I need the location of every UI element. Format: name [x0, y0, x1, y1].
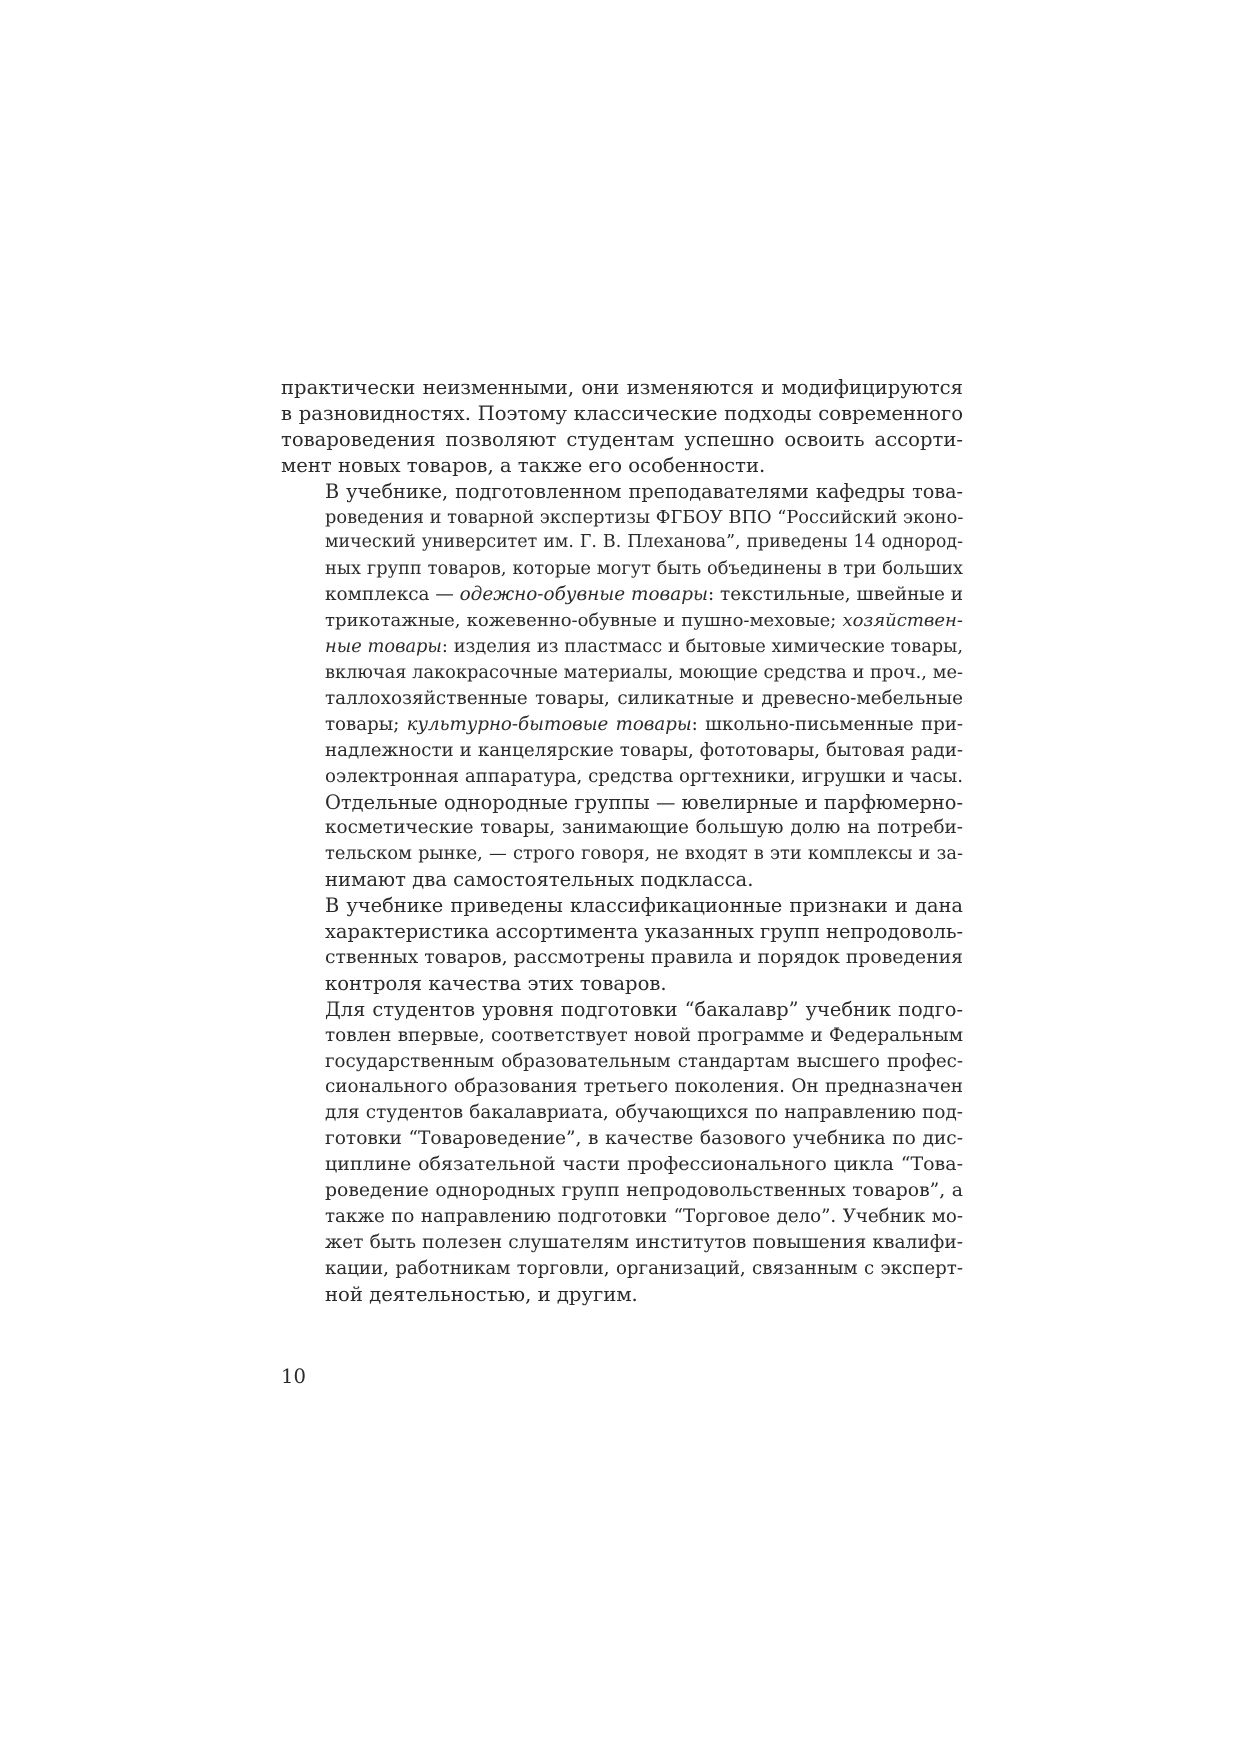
text-run: товароведения позволяют студентам успешно освоить ассорти-: [281, 427, 963, 451]
italic-term: хозяйствен-: [842, 610, 963, 632]
text-run: мический университет им. Г. В. Плеханова”, приведены 14 однород-: [325, 532, 963, 553]
text-line: [281, 945, 963, 971]
text-run: нимают два самостоятельных подкласса.: [325, 868, 754, 892]
text-line: [281, 453, 963, 479]
text-run: характеристика ассортимента указанных групп непродоволь-: [325, 920, 963, 944]
paragraph: [281, 893, 963, 997]
paragraph: [281, 375, 963, 479]
text-run: циплине обязательной части профессионального цикла “Това-: [325, 1153, 963, 1176]
text-run: мент новых товаров, а также его особенности.: [281, 453, 766, 477]
text-line: [281, 427, 963, 453]
text-line: [281, 893, 963, 919]
text-line: [281, 1023, 963, 1049]
text-run: для студентов бакалавриата, обучающихся по направлению под-: [325, 1102, 963, 1124]
text-run: включая лакокрасочные материалы, моющие средства и проч., ме-: [325, 661, 963, 683]
text-run: ной деятельностью, и другим.: [325, 1282, 638, 1306]
text-run: надлежности и канцелярские товары, фототовары, бытовая ради-: [325, 739, 963, 761]
text-run: в разновидностях. Поэтому классические подходы современного: [281, 401, 963, 425]
text-run: трикотажные, кожевенно-обувные и пушно-меховые;: [325, 610, 843, 632]
text-line: [281, 919, 963, 945]
text-line: [281, 1100, 963, 1126]
text-run: государственным образовательным стандартам высшего профес-: [325, 1050, 963, 1072]
text-line: [281, 505, 963, 531]
text-line: [281, 971, 963, 997]
italic-term: культурно-бытовые товары: [406, 713, 692, 735]
text-run: Отдельные однородные группы — ювелирные и парфюмерно-: [325, 790, 963, 814]
text-line: [281, 1282, 963, 1308]
text-run: В учебнике, подготовленном преподавателями кафедры това-: [325, 479, 963, 503]
text-run: роведение однородных групп непродовольственных товаров”, а: [325, 1180, 963, 1202]
text-line: [281, 556, 963, 582]
body-text: [281, 375, 963, 1308]
text-run: : текстильные, швейные и: [707, 584, 963, 606]
text-run: практически неизменными, они изменяются и модифицируются: [281, 376, 963, 399]
text-line: [281, 530, 963, 556]
text-line: [281, 582, 963, 608]
text-run: оэлектронная аппаратура, средства оргтехники, игрушки и часы.: [325, 765, 963, 787]
text-run: товары;: [325, 713, 407, 735]
text-run: косметические товары, занимающие большую долю на потреби-: [325, 817, 963, 839]
text-run: жет быть полезен слушателям институтов повышения квалифи-: [325, 1231, 963, 1253]
text-run: сионального образования третьего поколения. Он предназначен: [325, 1076, 963, 1098]
text-run: ных групп товаров, которые могут быть объединены в три больших: [325, 558, 963, 580]
text-line: [281, 375, 963, 401]
page-number: 10: [281, 1365, 306, 1388]
italic-term: ные товары: [325, 636, 442, 658]
text-run: : школьно-письменные при-: [691, 713, 963, 735]
text-line: [281, 401, 963, 427]
text-line: [281, 764, 963, 790]
text-run: роведения и товарной экспертизы ФГБОУ ВПО “Российский эконо-: [325, 506, 963, 528]
text-run: таллохозяйственные товары, силикатные и древесно-мебельные: [325, 687, 963, 709]
text-run: : изделия из пластмасс и бытовые химические товары,: [441, 636, 963, 658]
text-line: [281, 608, 963, 634]
text-line: [281, 997, 963, 1023]
text-run: ственных товаров, рассмотрены правила и порядок проведения: [325, 946, 963, 968]
text-run: В учебнике приведены классификационные признаки и дана: [325, 894, 963, 918]
text-line: [281, 1178, 963, 1204]
text-line: [281, 815, 963, 841]
text-line: [281, 660, 963, 686]
text-run: кации, работникам торговли, организаций, связанным с эксперт-: [325, 1257, 963, 1279]
paragraph: [281, 997, 963, 1308]
text-run: также по направлению подготовки “Торговое дело”. Учебник мо-: [325, 1206, 963, 1227]
text-line: [281, 841, 963, 867]
text-line: [281, 1152, 963, 1178]
text-run: комплекса —: [325, 584, 460, 606]
text-line: [281, 1230, 963, 1256]
text-run: контроля качества этих товаров.: [325, 971, 667, 995]
text-run: товлен впервые, соответствует новой программе и Федеральным: [325, 1024, 963, 1046]
text-line: [281, 1256, 963, 1282]
text-line: [281, 1126, 963, 1152]
italic-term: одежно-обувные товары: [459, 584, 708, 606]
text-run: готовки “Товароведение”, в качестве базового учебника по дис-: [325, 1128, 963, 1150]
text-line: [281, 1049, 963, 1075]
text-line: [281, 634, 963, 660]
text-line: [281, 479, 963, 505]
text-line: [281, 712, 963, 738]
text-run: Для студентов уровня подготовки “бакалавр” учебник подго-: [325, 997, 963, 1021]
text-line: [281, 867, 963, 893]
text-line: [281, 738, 963, 764]
text-run: тельском рынке, — строго говоря, не входят в эти комплексы и за-: [325, 843, 963, 865]
text-line: [281, 686, 963, 712]
text-line: [281, 790, 963, 816]
paragraph: [281, 479, 963, 894]
text-line: [281, 1074, 963, 1100]
text-line: [281, 1204, 963, 1230]
